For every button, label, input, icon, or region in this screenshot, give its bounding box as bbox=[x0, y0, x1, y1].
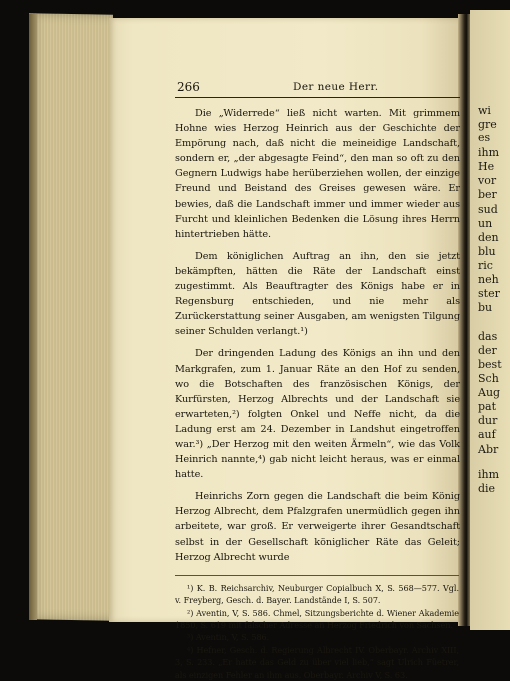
facing-page-fragment: ihm bbox=[478, 146, 500, 159]
facing-page-fragment: dur bbox=[478, 414, 498, 427]
facing-page-fragment: ster bbox=[478, 287, 500, 300]
footnote: ⁴) Hefner, Gesch. d. Regierung Albrecht IV. Oberbayr. Archiv XIII, 3, S. 233. „Er hatte das Geld zu über viel lieb,“ sagt Ulrich Füetrer, als einzigen Fehler an ihm aus. Oberbayr. Archiv V, S. 63. bbox=[175, 644, 459, 680]
facing-page-fragment: bu bbox=[478, 301, 493, 314]
facing-page-fragment: wi bbox=[478, 104, 491, 117]
page-content bbox=[175, 80, 460, 681]
page-edges-stack bbox=[29, 13, 113, 620]
body-text bbox=[175, 106, 460, 565]
paragraph: Dem königlichen Auftrag an ihn, den sie jetzt bekämpften, hätten die Räte der Landschaft einst zugestimmt. Als Beauftragter des Königs habe er in Regensburg entschieden, und nie mehr als Zurückerstattung seiner Ausgaben, am wenigsten Tilgung seiner Schulden verlangt.¹) bbox=[175, 250, 460, 338]
facing-page-fragment: blu bbox=[478, 245, 496, 258]
facing-page-fragment: es bbox=[478, 131, 491, 144]
facing-page-fragment: das bbox=[478, 330, 498, 343]
page-number: 266 bbox=[177, 80, 200, 94]
paragraph: Heinrichs Zorn gegen die Landschaft die beim König Herzog Albrecht, dem Pfalzgrafen unermüdlich gegen ihn arbeitete, war groß. Er verweigerte ihrer Gesandtschaft selbst in der Gesellschaft königlicher Räte das Geleit; Herzog Albrecht wurde bbox=[175, 491, 460, 563]
facing-page-fragment: un bbox=[478, 217, 493, 230]
facing-page-fragment: ihm bbox=[478, 468, 500, 481]
facing-page-fragment: gre bbox=[478, 118, 497, 131]
facing-page-fragment: sud bbox=[478, 203, 498, 216]
footnote: ²) Aventin, V, S. 586. Chmel, Sitzungsberichte d. Wiener Akademie 1850, S. 619 mit falscher Adresse an Herzog Friedrich von Sachsen. bbox=[175, 607, 459, 630]
facing-page-fragment: ber bbox=[478, 188, 497, 201]
footnotes bbox=[175, 575, 459, 681]
paragraph: Die „Widerrede“ ließ nicht warten. Mit grimmem Hohne wies Herzog Heinrich aus der Geschichte der Empörung nach, daß nicht die meineidige Landschaft, sondern er, „der abgesagte Feind“, den man so oft zu den Gegnern Ludwigs habe herüberziehen wollen, der einzige Freund und Beistand des Greises gewesen wäre. Er bewies, daß die Landschaft immer und immer wieder aus Furcht und kleinlichen Bedenken die Lösung ihres Herrn hintertrieben hätte. bbox=[175, 108, 460, 240]
facing-page-fragment: He bbox=[478, 160, 495, 173]
facing-page-fragment: der bbox=[478, 344, 497, 357]
facing-page-fragment: die bbox=[478, 482, 496, 495]
facing-page bbox=[470, 10, 510, 630]
facing-page-fragment: ric bbox=[478, 259, 493, 272]
facing-page-fragment: pat bbox=[478, 400, 497, 413]
running-head: Der neue Herr. bbox=[293, 81, 379, 93]
footnote: ³) Aventin, V, S. 586. bbox=[187, 632, 270, 643]
facing-page-fragment: neh bbox=[478, 273, 499, 286]
facing-page-fragment: den bbox=[478, 231, 499, 244]
facing-page-fragment: best bbox=[478, 358, 502, 371]
book-cover-edge bbox=[29, 14, 37, 620]
paragraph: Der dringenden Ladung des Königs an ihn und den Markgrafen, zum 1. Januar Räte an den Hof zu senden, wo die Botschaften des französischen Königs, der Kurfürsten, Herzog Albrechts und der Landschaft sie erwarteten,²) folgten Onkel und Neffe nicht, da die Ladung erst am 24. Dezember in Landshut eingetroffen war.³) „Der Herzog mit den weiten Ärmeln“, wie das Volk Heinrich nannte,⁴) gab nicht leicht heraus, was er einmal hatte. bbox=[175, 348, 460, 481]
page-header bbox=[175, 80, 460, 98]
facing-page-fragment: auf bbox=[478, 428, 496, 441]
facing-page-fragment: Aug bbox=[478, 386, 501, 399]
footnote: ¹) K. B. Reichsarchiv, Neuburger Copialbuch X, S. 568—577. Vgl. v. Freyberg, Gesch. d. Bayer. Landstände I, S. 507. bbox=[175, 582, 459, 606]
facing-page-fragment: vor bbox=[478, 174, 497, 187]
facing-page-fragment: Sch bbox=[478, 372, 499, 385]
facing-page-fragment: Abr bbox=[478, 443, 499, 456]
